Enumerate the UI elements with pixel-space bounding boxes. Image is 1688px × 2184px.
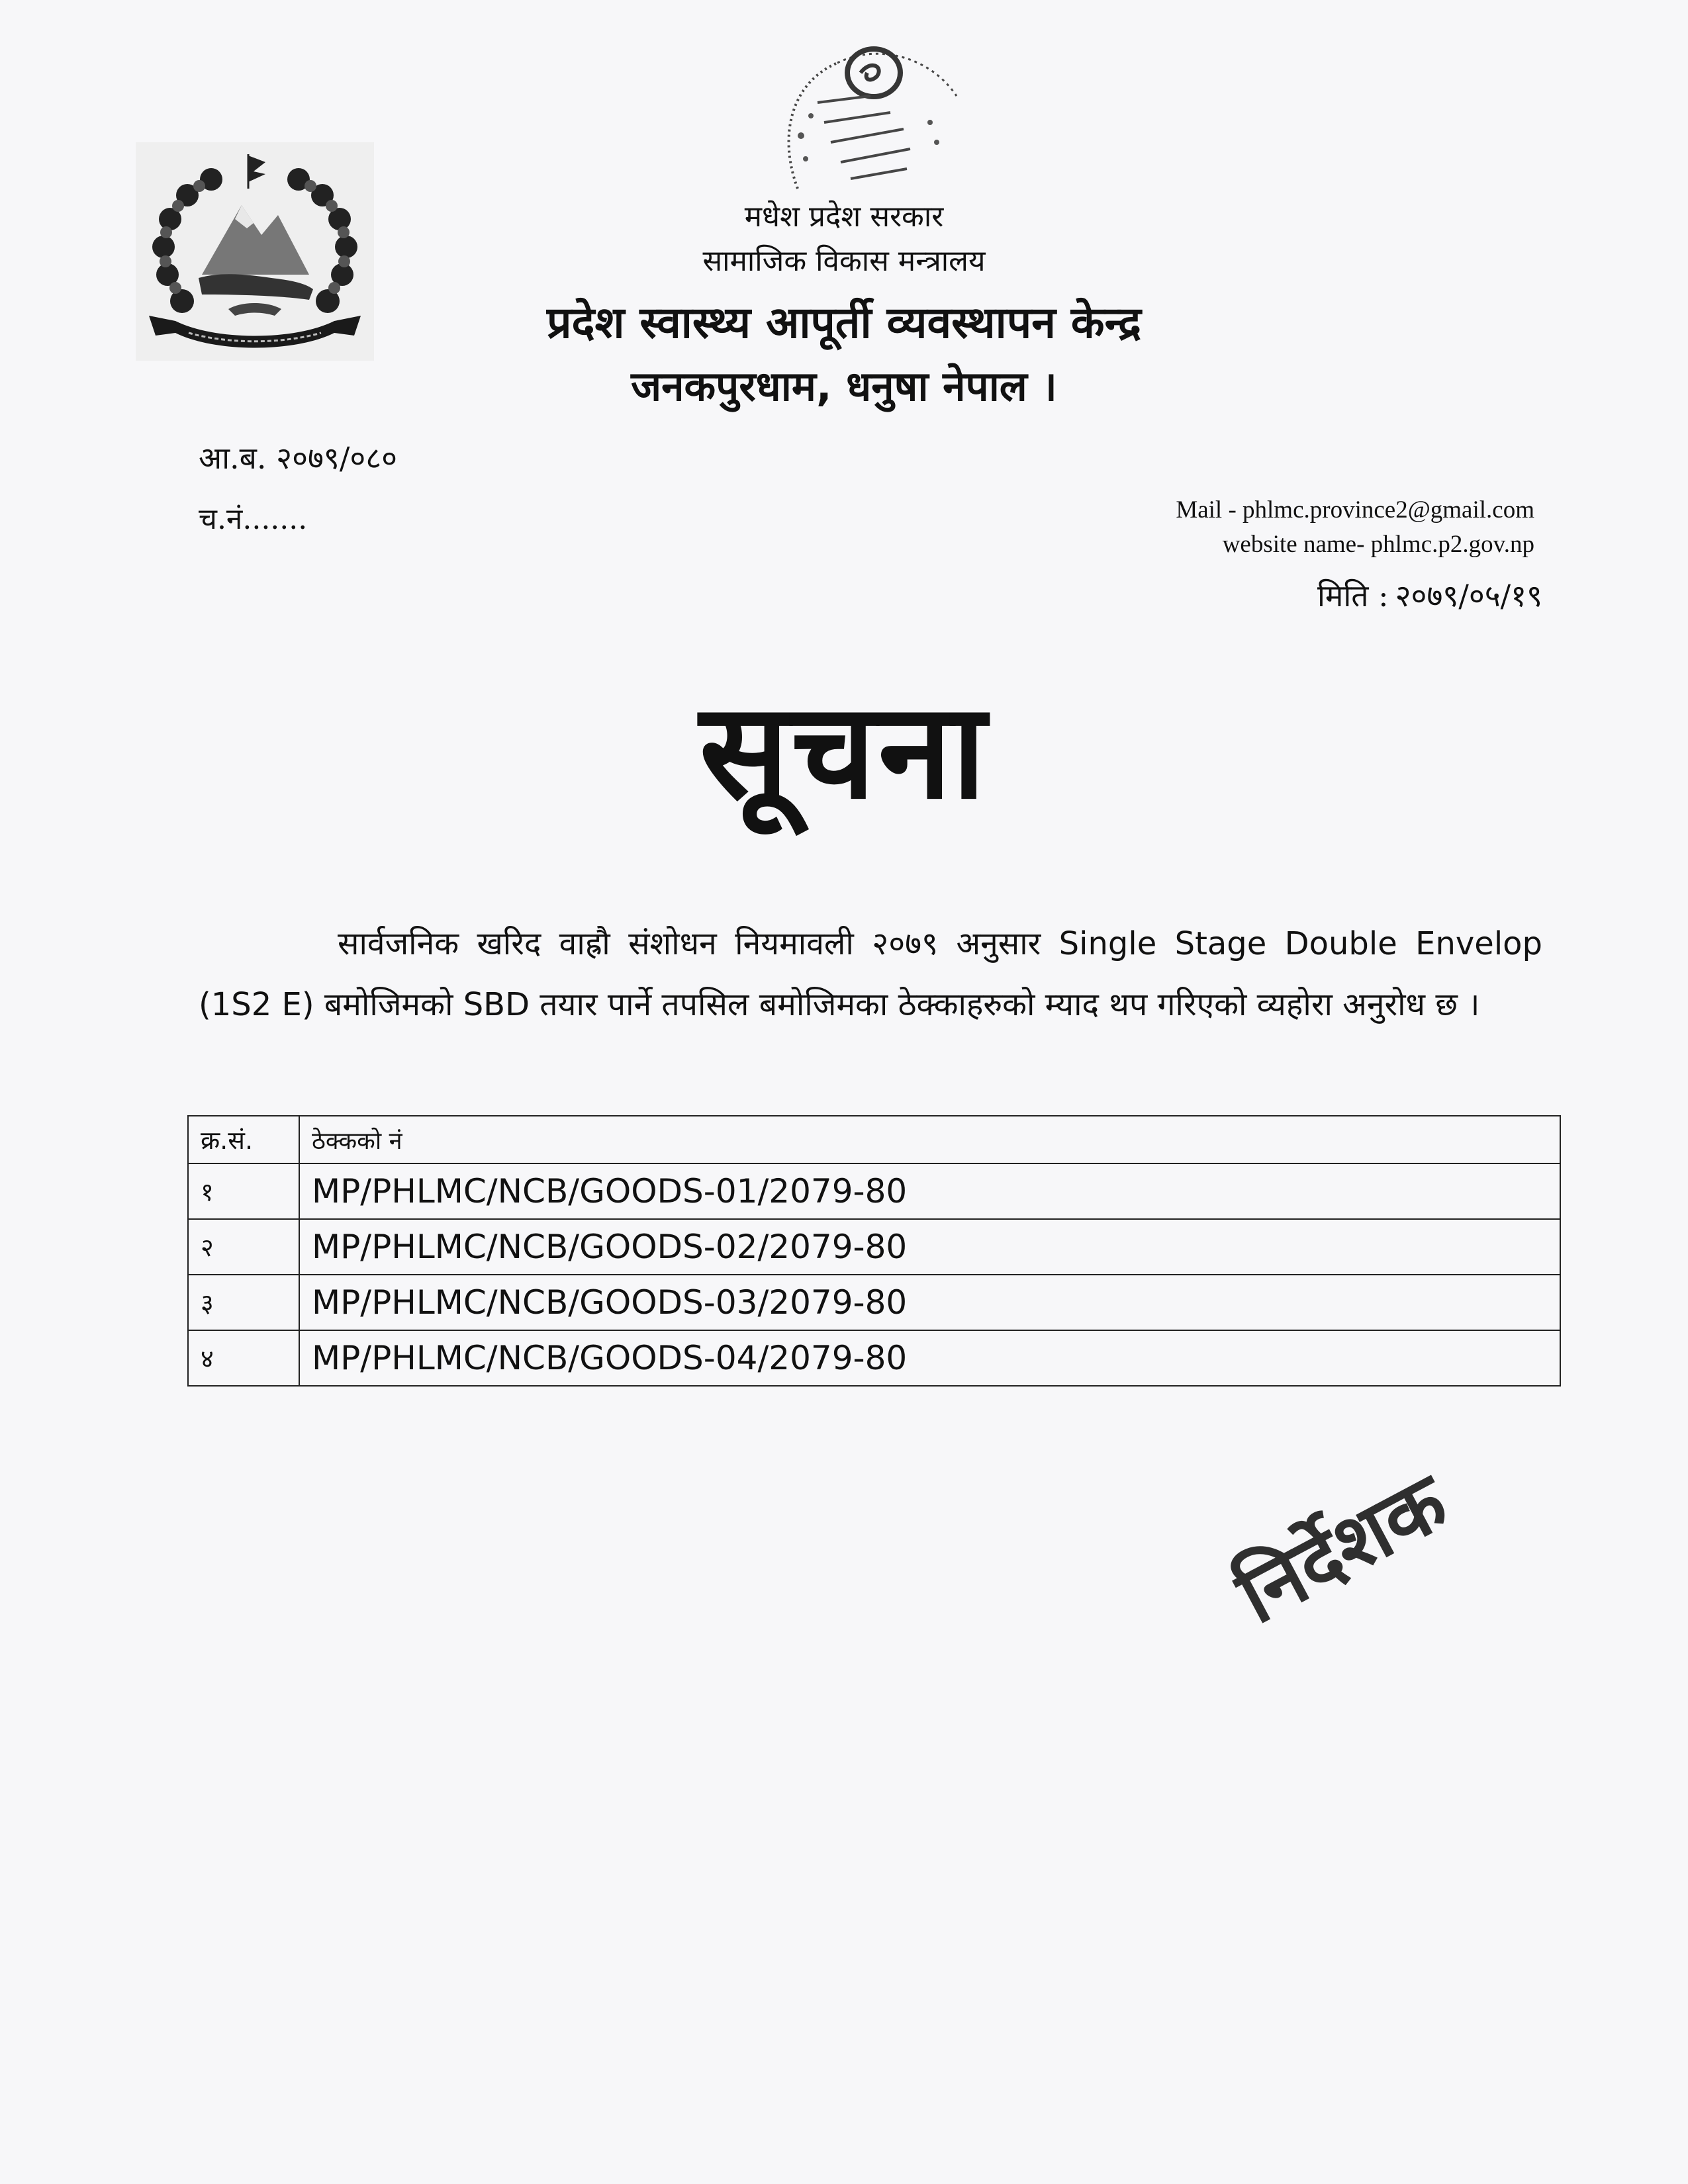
notice-title: सूचना: [699, 674, 989, 829]
director-stamp-icon: [1205, 1443, 1483, 1655]
office-name: प्रदेश स्वास्थ्य आपूर्ती व्यवस्थापन केन्द्र: [546, 297, 1142, 348]
fiscal-year: आ.ब. २०७९/०८०: [199, 440, 398, 476]
serial-cell: ३: [188, 1275, 299, 1330]
ministry-name: सामाजिक विकास मन्त्रालय: [702, 244, 986, 278]
column-header-serial: क्र.सं.: [188, 1116, 299, 1163]
table-row: [188, 1163, 1560, 1219]
office-stamp-icon: [771, 36, 983, 215]
contract-number-cell: MP/PHLMC/NCB/GOODS-02/2079-80: [299, 1219, 1560, 1275]
contract-number-cell: MP/PHLMC/NCB/GOODS-04/2079-80: [299, 1330, 1560, 1386]
table-row: [188, 1219, 1560, 1275]
serial-cell: ४: [188, 1330, 299, 1386]
reference-number: च.नं.......: [199, 502, 308, 536]
contact-block: [1176, 493, 1534, 562]
mail-address: Mail - phlmc.province2@gmail.com: [1176, 496, 1534, 523]
table-row: [188, 1275, 1560, 1330]
column-header-contract: ठेक्कको नं: [299, 1116, 1560, 1163]
website-address: website name- phlmc.p2.gov.np: [1222, 531, 1534, 558]
government-name: मधेश प्रदेश सरकार: [744, 200, 944, 234]
table-row: [188, 1330, 1560, 1386]
contract-number-cell: MP/PHLMC/NCB/GOODS-01/2079-80: [299, 1163, 1560, 1219]
table-header-row: [188, 1116, 1560, 1163]
office-address: जनकपुरधाम, धनुषा नेपाल ।: [631, 362, 1057, 410]
date-label: मिति :: [1317, 578, 1389, 614]
notice-date: [1317, 574, 1542, 615]
serial-cell: १: [188, 1163, 299, 1219]
date-value: २०७९/०५/१९: [1395, 578, 1542, 614]
notice-body: सार्वजनिक खरिद वाह्रौ संशोधन नियमावली २०७९ अनुसार Single Stage Double Envelop (1S2 E) बमोजिमको SBD तयार पार्ने तपसिल बमोजिमका ठेक्काहरुको म्याद थप गरिएको व्यहोरा अनुरोध छ ।: [199, 925, 1542, 1023]
svg-text:निर्देशक: निर्देशक: [1223, 1456, 1462, 1642]
contract-number-cell: MP/PHLMC/NCB/GOODS-03/2079-80: [299, 1275, 1560, 1330]
serial-cell: २: [188, 1219, 299, 1275]
tender-table: [187, 1115, 1561, 1387]
